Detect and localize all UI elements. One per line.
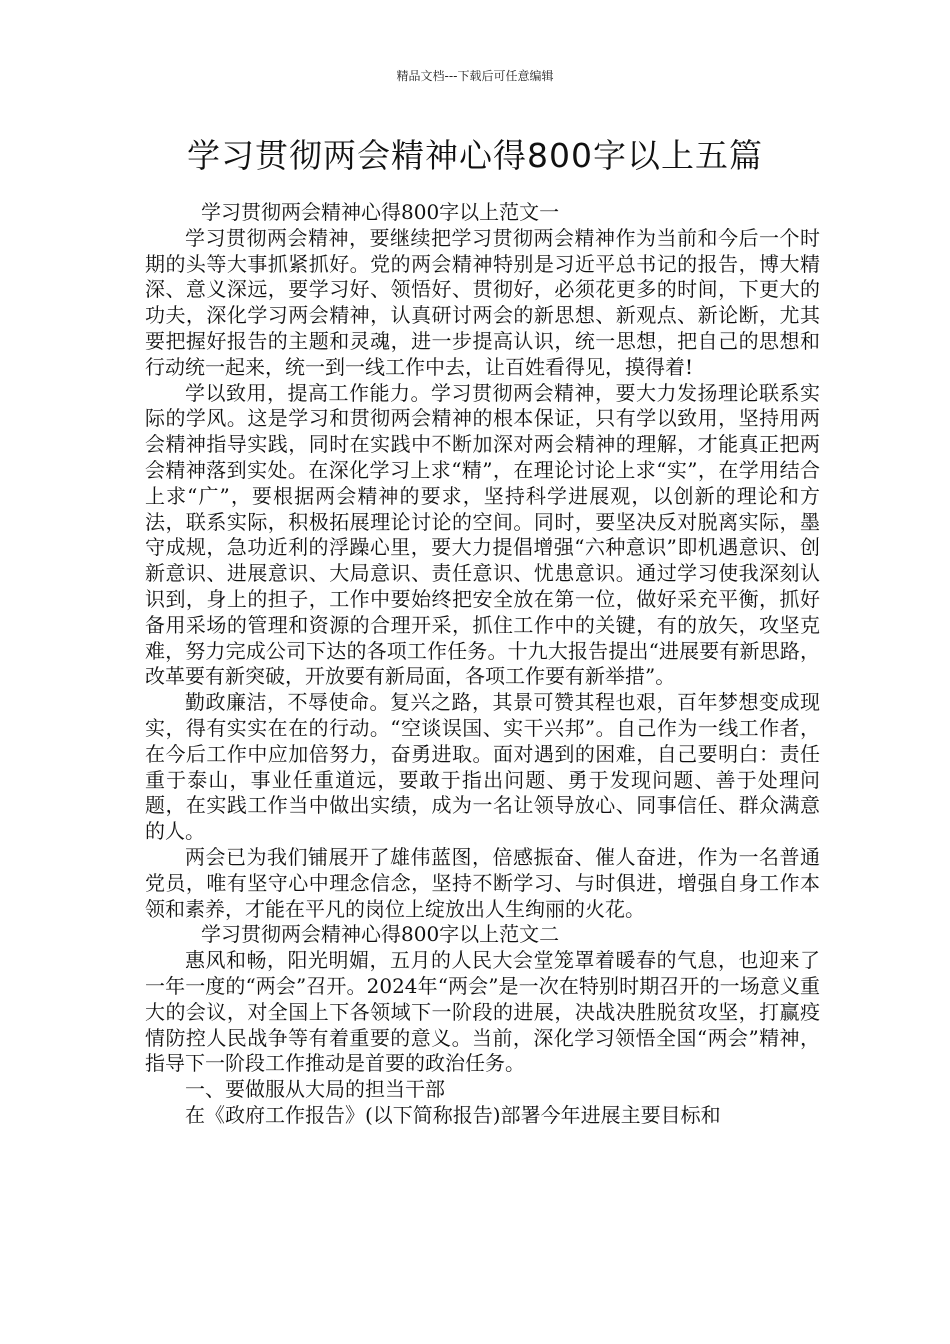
document-body [145,200,820,1129]
subsection-heading: 一、要做服从大局的担当干部 [185,1077,445,1102]
paragraph: 在《政府工作报告》(以下简称报告)部署今年进展主要目标和 [185,1102,721,1127]
section-heading-1: 学习贯彻两会精神心得800字以上范文一 [201,200,560,224]
paragraph: 学以致用，提高工作能力。学习贯彻两会精神，要大力发扬理论联系实际的学风。这是学习和贯彻两会精神的根本保证，只有学以致用，坚持用两会精神指导实践，同时在实践中不断加深对两会精神的理解，才能真正把两会精神落到实处。在深化学习上求“精”，在理论讨论上求“实”，在学用结合上求“广”，要根据两会精神的要求，坚持科学进展观，以创新的理论和方法，联系实际，积极拓展理论讨论的空间。同时，要坚决反对脱离实际，墨守成规，急功近利的浮躁心里，要大力提倡增强“六种意识”即机遇意识、创新意识、进展意识、大局意识、责任意识、忧患意识。通过学习使我深刻认识到，身上的担子，工作中要始终把安全放在第一位，做好采充平衡，抓好备用采场的管理和资源的合理开采，抓住工作中的关键，有的放矢，攻坚克难，努力完成公司下达的各项工作任务。十九大报告提出“进展要有新思路，改革要有新突破，开放要有新局面，各项工作要有新举措”。 [145,380,820,689]
paragraph: 惠风和畅，阳光明媚，五月的人民大会堂笼罩着暖春的气息，也迎来了一年一度的“两会”召开。2024年“两会”是一次在特别时期召开的一场意义重大的会议，对全国上下各领域下一阶段的进展，决战决胜脱贫攻坚，打赢疫情防控人民战争等有着重要的意义。当前，深化学习领悟全国“两会”精神，指导下一阶段工作推动是首要的政治任务。 [145,948,820,1076]
paragraph: 学习贯彻两会精神，要继续把学习贯彻两会精神作为当前和今后一个时期的头等大事抓紧抓好。党的两会精神特别是习近平总书记的报告，博大精深、意义深远，要学习好、领悟好、贯彻好，必须花更多的时间，下更大的功夫，深化学习两会精神，认真研讨两会的新思想、新观点、新论断，尤其要把握好报告的主题和灵魂，进一步提高认识，统一思想，把自己的思想和行动统一起来，统一到一线工作中去，让百姓看得见，摸得着! [145,225,820,379]
section-heading-2: 学习贯彻两会精神心得800字以上范文二 [201,922,560,947]
paragraph: 勤政廉洁，不辱使命。复兴之路，其景可赞其程也艰，百年梦想变成现实，得有实实在在的行动。“空谈误国、实干兴邦”。自己作为一线工作者，在今后工作中应加倍努力，奋勇进取。面对遇到的困难，自己要明白：责任重于泰山，事业任重道远，要敢于指出问题、勇于发现问题、善于处理问题，在实践工作当中做出实绩，成为一名让领导放心、同事信任、群众满意的人。 [145,690,820,844]
page-header: 精品文档---下载后可任意编辑 [396,69,554,83]
paragraph: 两会已为我们铺展开了雄伟蓝图，倍感振奋、催人奋进，作为一名普通党员，唯有坚守心中理念信念，坚持不断学习、与时俱进，增强自身工作本领和素养，才能在平凡的岗位上绽放出人生绚丽的火花。 [145,844,820,921]
document-title: 学习贯彻两会精神心得800字以上五篇 [187,136,763,175]
